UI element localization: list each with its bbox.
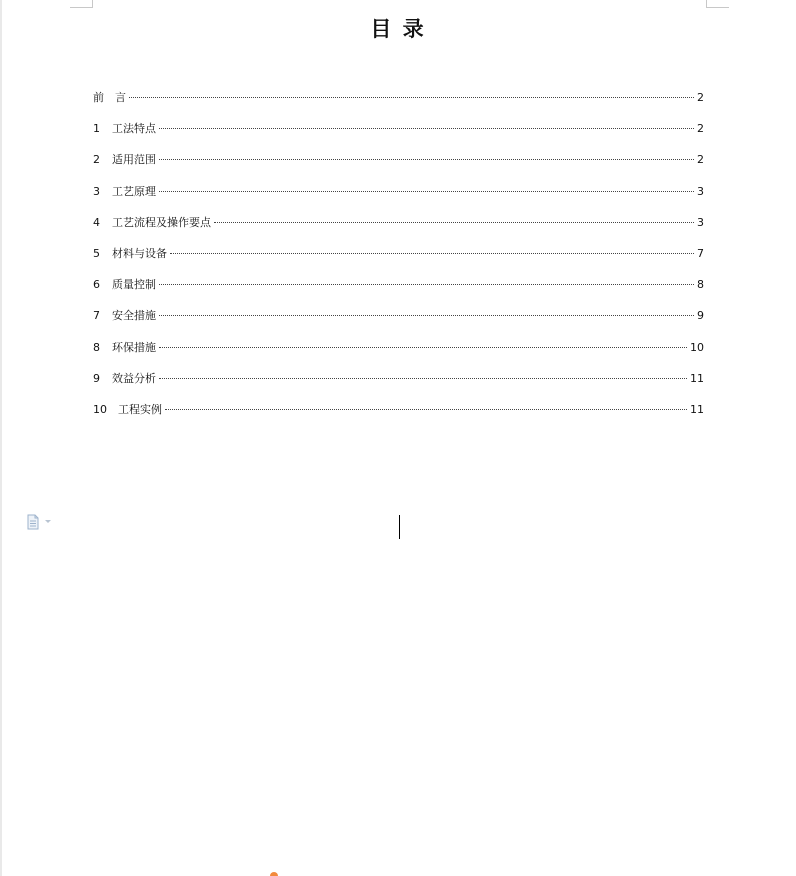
toc-entry-text: 工法特点 xyxy=(112,122,156,136)
toc-leader-dots xyxy=(165,409,687,410)
toc-entry-text: 质量控制 xyxy=(112,278,156,292)
paste-options-button[interactable] xyxy=(26,514,54,530)
toc-entry-number: 4 xyxy=(93,215,100,229)
toc-entry[interactable] xyxy=(93,149,704,180)
toc-entry[interactable] xyxy=(93,305,704,336)
toc-entry-page: 2 xyxy=(697,91,704,104)
toc-entry-page: 11 xyxy=(690,371,704,385)
toc-leader-dots xyxy=(214,222,694,223)
toc-leader-dots xyxy=(159,284,694,285)
page-indicator-dot xyxy=(270,872,278,876)
toc-entry-page: 2 xyxy=(697,153,704,167)
toc-entry-page: 2 xyxy=(697,122,704,136)
toc-leader-dots xyxy=(159,128,694,129)
toc-leader-dots xyxy=(159,191,694,192)
toc-entry[interactable] xyxy=(93,337,704,368)
toc-entry[interactable] xyxy=(93,181,704,212)
toc-entry[interactable] xyxy=(93,274,704,305)
toc-entry-text: 安全措施 xyxy=(112,309,156,323)
toc-entry-text: 工艺原理 xyxy=(112,184,156,198)
toc-entry-number: 9 xyxy=(93,371,100,385)
toc-entry-number: 6 xyxy=(93,278,100,292)
toc-entry[interactable] xyxy=(93,399,704,430)
toc-entry-number: 5 xyxy=(93,246,100,260)
toc-title: 目 录 xyxy=(370,17,426,41)
toc-entry-text: 工程实例 xyxy=(118,402,162,416)
chevron-down-icon xyxy=(45,520,51,523)
margin-corner-mark-top-left xyxy=(70,0,93,8)
toc-entry[interactable] xyxy=(93,243,704,274)
toc-entry-text: 前 言 xyxy=(93,91,126,104)
paste-options-icon xyxy=(26,514,54,530)
toc-leader-dots xyxy=(159,159,694,160)
text-cursor xyxy=(399,515,400,539)
toc-entry-text: 环保措施 xyxy=(112,340,156,354)
toc-leader-dots xyxy=(159,315,694,316)
toc-entry[interactable] xyxy=(93,87,704,118)
toc-entry-page: 8 xyxy=(697,278,704,292)
toc-entry-text: 适用范围 xyxy=(112,153,156,167)
toc-entry[interactable] xyxy=(93,212,704,243)
toc-entry-text: 工艺流程及操作要点 xyxy=(112,215,211,229)
toc-leader-dots xyxy=(159,347,687,348)
toc-entry-page: 10 xyxy=(690,340,704,354)
toc-entry-page: 11 xyxy=(690,402,704,416)
toc-entry-page: 3 xyxy=(697,215,704,229)
page-left-edge xyxy=(0,0,2,876)
toc-entry-page: 3 xyxy=(697,184,704,198)
toc-leader-dots xyxy=(170,253,694,254)
toc-entry[interactable] xyxy=(93,368,704,399)
toc-entry-page: 7 xyxy=(697,246,704,260)
toc-entry-number: 8 xyxy=(93,340,100,354)
toc-entry-text: 材料与设备 xyxy=(112,246,167,260)
toc-entry-text: 效益分析 xyxy=(112,371,156,385)
table-of-contents xyxy=(93,87,704,430)
toc-leader-dots xyxy=(159,378,687,379)
toc-entry-number: 7 xyxy=(93,309,100,323)
toc-entry-number: 1 xyxy=(93,122,100,136)
toc-entry-number: 3 xyxy=(93,184,100,198)
toc-entry[interactable] xyxy=(93,118,704,149)
toc-leader-dots xyxy=(129,97,694,98)
toc-entry-page: 9 xyxy=(697,309,704,323)
toc-entry-number: 10 xyxy=(93,402,107,416)
margin-corner-mark-top-right xyxy=(706,0,729,8)
toc-entry-number: 2 xyxy=(93,153,100,167)
